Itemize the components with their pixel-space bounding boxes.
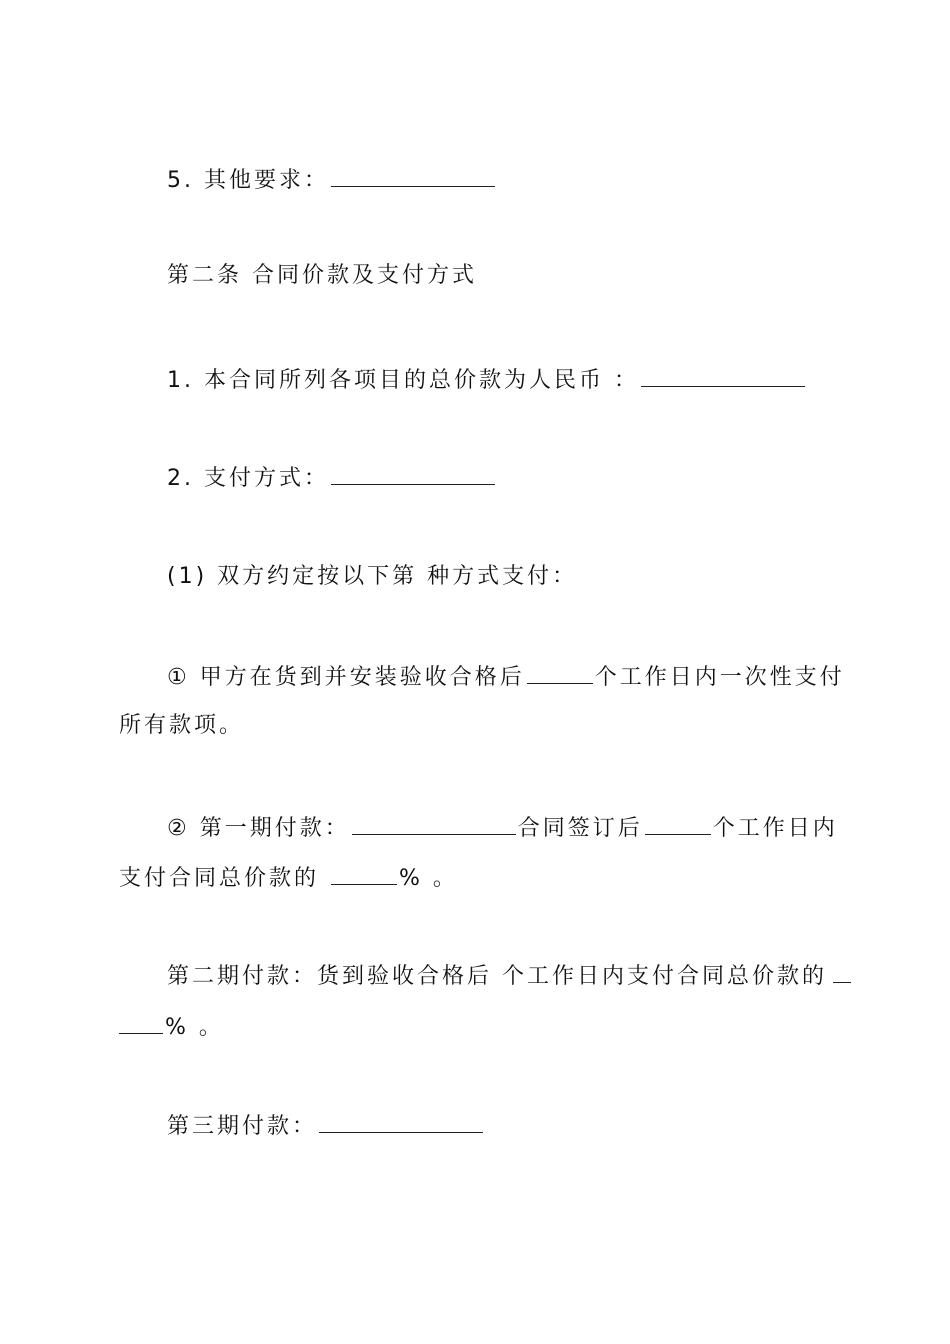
item-1-label: 1. 本合同所列各项目的总价款为人民币 ： [167,368,639,393]
option-2-text-d: 支付合同总价款的 [119,866,329,891]
item-5-label: 5. 其他要求： [167,168,329,193]
option-2-text-b: 合同签订后 [517,816,643,841]
article-2-title: 第二条 合同价款及支付方式 [167,263,477,288]
item-5-other-requirements [167,166,834,193]
option-2-text-a: ② 第一期付款： [167,816,350,841]
item-1-total-price [167,366,834,393]
fill-blank-first-payment[interactable] [352,814,516,835]
option-2-text-e: % 。 [399,866,458,891]
second-payment-percent-suffix: % 。 [165,1015,224,1040]
fill-blank-first-payment-days[interactable] [645,814,711,835]
option-1-text-b: 个工作日内一次性支付 [594,665,845,690]
article-2-heading [167,264,834,288]
third-payment-line [167,1112,834,1139]
option-1-text-c: 所有款项。 [119,713,245,738]
option-1-line-2 [119,714,834,738]
item-1-sub-agreement [167,565,834,589]
item-2-payment-method [167,464,834,491]
item-2-label: 2. 支付方式： [167,466,329,491]
option-2-line-1 [167,814,838,841]
option-1-text-a: ① 甲方在货到并安装验收合格后 [167,665,525,690]
fill-blank-other-requirements[interactable] [331,166,495,187]
second-payment-text: 第二期付款：货到验收合格后 个工作日内支付合同总价款的 [167,964,827,989]
fill-blank-second-payment-percent-b[interactable] [119,1013,163,1034]
option-2-line-2 [119,864,834,891]
third-payment-label: 第三期付款： [167,1114,318,1139]
fill-blank-option-1-days[interactable] [527,663,593,684]
fill-blank-payment-method[interactable] [331,464,495,485]
fill-blank-second-payment-percent-a[interactable] [833,962,851,983]
option-1-line-1 [167,663,845,690]
sub-item-1-label: (1) 双方约定按以下第 种方式支付： [167,564,578,589]
fill-blank-total-price[interactable] [641,366,805,387]
option-2-text-c: 个工作日内 [712,816,838,841]
fill-blank-third-payment[interactable] [319,1112,483,1133]
second-payment-line-2 [119,1013,834,1040]
second-payment-line-1 [167,962,834,989]
fill-blank-first-payment-percent[interactable] [331,864,397,885]
